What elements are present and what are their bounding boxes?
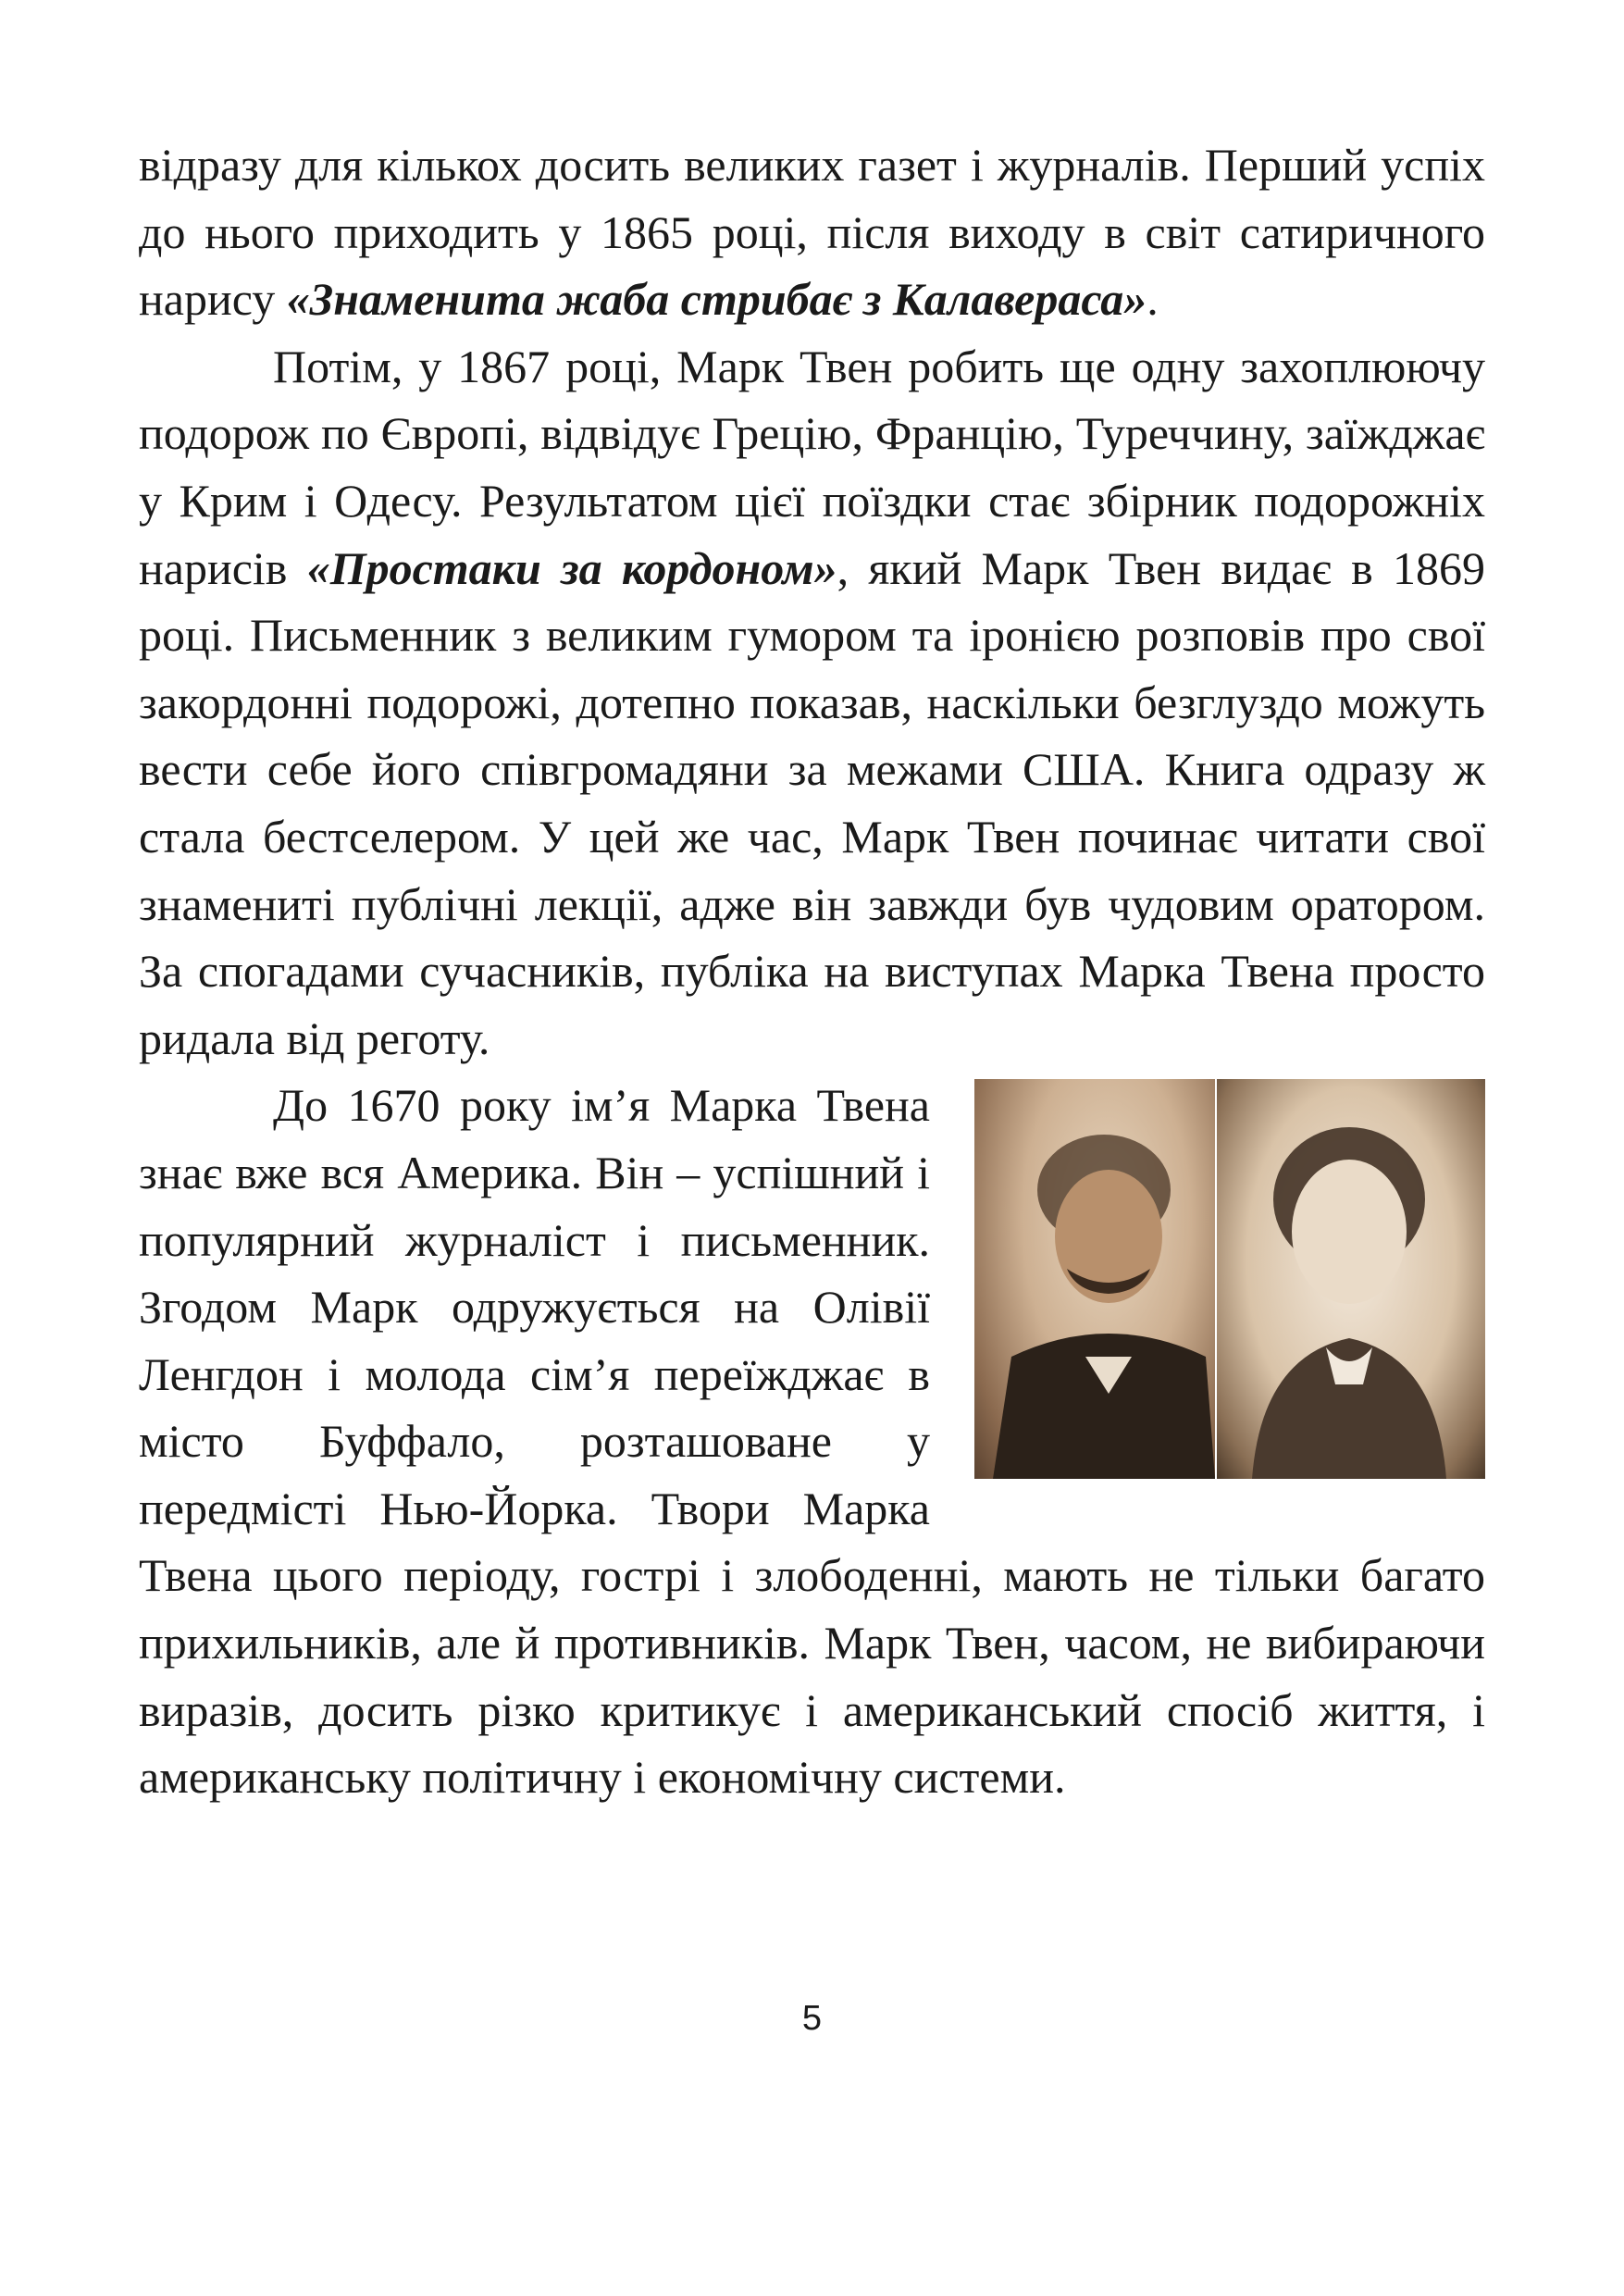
paragraph-2-text-end: , який Марк Твен видає в 1869 році. Письменник з великим гумором та іронією розповів про свої закордонні подорожі, дотепно показав, наскільки безглуздо можуть вести себе його співгромадяни за межами США. Книга одразу ж стала бестселером. У цей же час, Марк Твен починає читати свої знамениті публічні лекції, адже він завжди був чудовим оратором. За спогадами сучасників, публіка на виступах Марка Твена просто ридала від реготу. [139,541,1485,1064]
paragraph-1 [139,131,1485,333]
paragraph-1-text: відразу для кількох досить великих газет і журналів. Перший успіх до нього приходить у 1865 році, після виходу в світ сатиричного нарису [139,139,1485,326]
work-title-frog: «Знаменита жаба стрибає з Калавераса» [286,273,1147,326]
body-text [139,131,1485,1811]
page-number: 5 [801,1999,823,2038]
work-title-innocents: «Простаки за кордоном» [306,541,837,594]
portrait-silhouettes [974,1079,1485,1479]
paragraph-1-end: . [1147,273,1159,326]
paragraph-3: До 1670 року ім’я Марка Твена знає вже вся Америка. Він – успішний і популярний журналіст і письменник. Згодом Марк одружується на Олівії Ленгдон і молода сім’я переїжджає в місто Буффало, розташоване у передмісті Нью-Йорка. Твори Марка Твена цього періоду, гострі і злободенні, мають не тільки багато прихильників, але й противників. Марк Твен, часом, не вибираючи виразів, досить різко критикує і американський спосіб життя, і американську політичну і економічну системи. [139,1079,1485,1804]
paragraph-2-text-start: Потім, у 1867 році, Марк Твен робить ще одну захоплюючу подорож по Європі, відвідує Грецію, Францію, Туреччину, заїжджає у Крим і Одесу. Результатом цієї поїздки стає збірник подорожніх нарисів [139,340,1485,594]
paragraph-2 [139,333,1485,1073]
portrait-photo-icon [974,1079,1485,1479]
